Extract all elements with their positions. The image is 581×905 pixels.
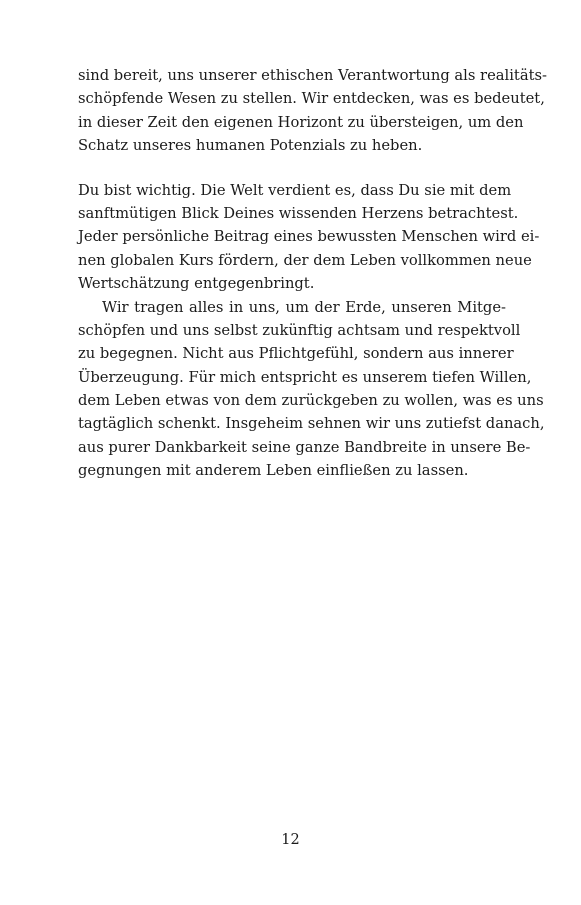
- text-line: tagtäglich schenkt. Insgeheim sehnen wir uns zutiefst danach,: [78, 415, 545, 433]
- paragraph-3: [78, 296, 545, 483]
- text-line: Überzeugung. Für mich entspricht es unserem tiefen Willen,: [78, 368, 532, 386]
- body-text: [78, 64, 547, 483]
- text-line: Du bist wichtig. Die Welt verdient es, dass Du sie mit dem: [78, 181, 512, 199]
- text-line: nen globalen Kurs fördern, der dem Leben vollkommen neue: [78, 251, 532, 269]
- text-line: Wertschätzung entgegenbringt.: [78, 275, 315, 293]
- text-line: sind bereit, uns unserer ethischen Verantwortung als realitäts-: [78, 67, 547, 84]
- text-line: sanftmütigen Blick Deines wissenden Herzens betrachtest.: [78, 204, 519, 222]
- text-line: schöpfende Wesen zu stellen. Wir entdecken, was es bedeutet,: [78, 90, 545, 108]
- text-line: dem Leben etwas von dem zurückgeben zu wollen, was es uns: [78, 392, 544, 410]
- text-line: Wir tragen alles in uns, um der Erde, unseren Mitge-: [102, 298, 506, 316]
- text-line: in dieser Zeit den eigenen Horizont zu übersteigen, um den: [78, 113, 524, 131]
- text-line: gegnungen mit anderem Leben einfließen zu lassen.: [78, 462, 469, 480]
- section-break: [78, 158, 506, 179]
- paragraph-1: [78, 64, 547, 158]
- paragraph-2: [78, 179, 540, 296]
- text-line: Schatz unseres humanen Potenzials zu heben.: [78, 137, 423, 155]
- text-line: schöpfen und uns selbst zukünftig achtsam und respektvoll: [78, 321, 521, 339]
- text-line: aus purer Dankbarkeit seine ganze Bandbreite in unsere Be-: [78, 438, 531, 456]
- page-number: 12: [281, 832, 300, 848]
- text-line: zu begegnen. Nicht aus Pflichtgefühl, sondern aus innerer: [78, 345, 514, 363]
- text-line: Jeder persönliche Beitrag eines bewussten Menschen wird ei-: [78, 228, 540, 246]
